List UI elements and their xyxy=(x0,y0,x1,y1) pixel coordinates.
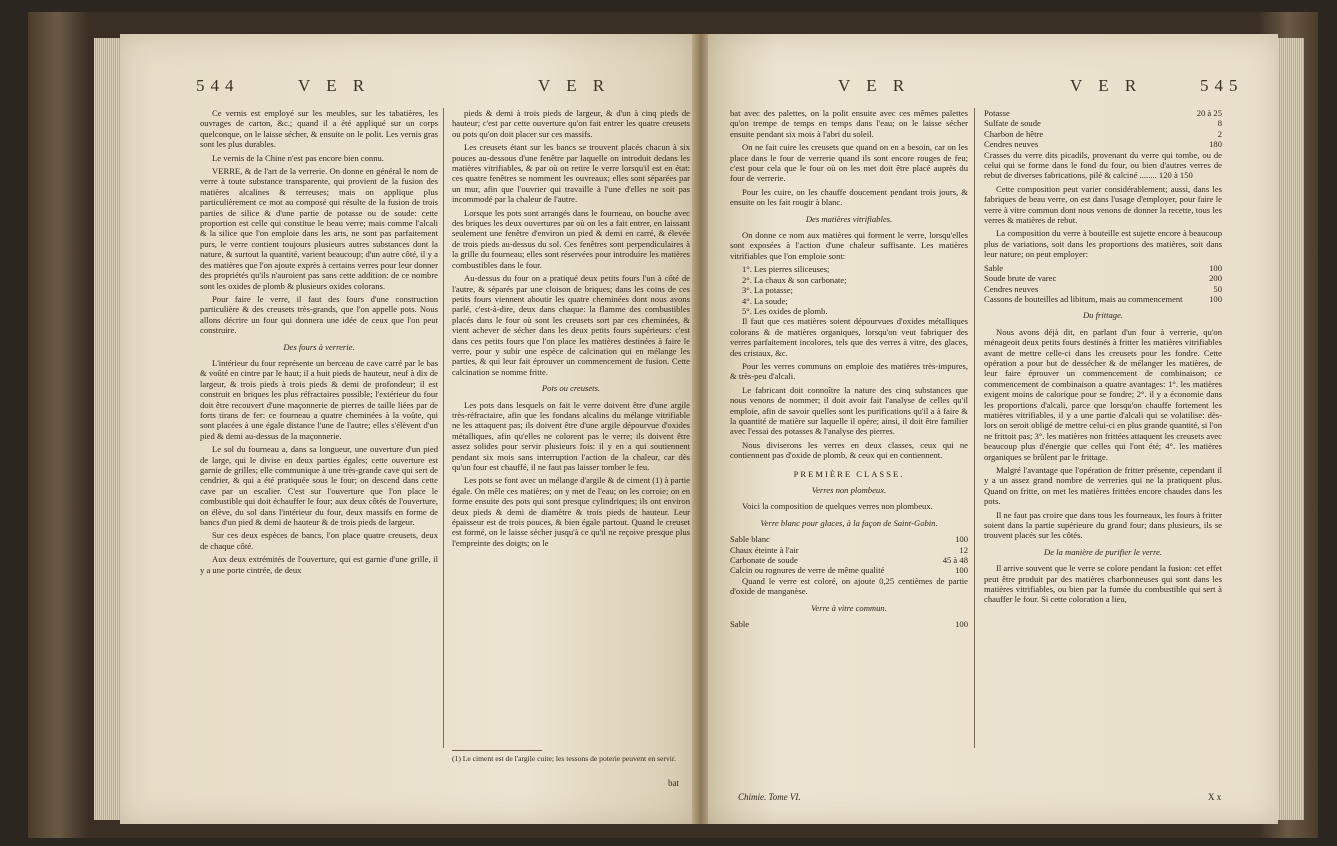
recipe-quantity: 100 xyxy=(955,565,968,576)
paragraph: Pour les cuire, on les chauffe doucement pendant trois jours, & ensuite on les fait rougir à blanc. xyxy=(730,186,968,208)
list-item: 4°. La soude; xyxy=(742,295,788,306)
recipe-quantity: 20 à 25 xyxy=(1196,108,1222,118)
paragraph: Les pots dans lesquels on fait le verre doivent être d'une argile très-réfractaire, afin que les fondans alcalins du mélange vitrifiable ne les attaquent pas; ils doivent être d'une argile dépourvue d'oxides métalliques, afin qu'elles ne colorent pas le verre; ils doivent être assez solides pour servir plusieurs fois: il y en a qui soutiennent pendant six mois sans interruption l'action de la chaleur, car dès qu'un four est chauffé, il ne faut pas laisser tomber le feu. xyxy=(452,399,690,472)
recipe-ingredient: Sable xyxy=(730,619,750,630)
column-rule xyxy=(974,108,975,748)
recipe-row xyxy=(730,619,968,629)
footnote-rule xyxy=(452,750,542,751)
right-page-number: 545 xyxy=(1200,76,1244,95)
recipe-ingredient: Charbon de hêtre xyxy=(984,128,1044,139)
paragraph: Le vernis de la Chine n'est pas encore bien connu. xyxy=(212,152,384,163)
list-item: 1°. Les pierres siliceuses; xyxy=(742,264,830,275)
recipe-ingredient: Soude brute de varec xyxy=(984,273,1057,284)
recipe-ingredient: Chaux éteinte à l'air xyxy=(730,544,799,555)
paragraph: Il arrive souvent que le verre se colore pendant la fusion: cet effet peut être produit par des matières charbonneuses qui sont dans les matières vitrifiables, ou bien par la fumée du combustible qui sert à chauffer le four. Si cette coloration a lieu, xyxy=(984,563,1222,605)
column-rule xyxy=(443,108,444,748)
page-edges-right xyxy=(1278,38,1304,820)
paragraph: La composition du verre à bouteille est sujette encore à beaucoup plus de variations, soit dans les proportions des matières, soit dans leur nature; on peut employer: xyxy=(984,228,1222,260)
recipe-ingredient: Cassons de bouteilles ad libitum, mais au commencement xyxy=(984,293,1183,304)
paragraph: Il faut que ces matières soient dépourvues d'oxides métalliques colorans & de matières organiques, lorsqu'on veut fabriquer des verres parfaitement incolores, tels que des verres à vitre, des glaces, des cristaux, &c. xyxy=(730,316,968,358)
left-running-head-1: V E R xyxy=(298,76,371,95)
left-running-head-2: V E R xyxy=(538,76,611,95)
paragraph: Ce vernis est employé sur les meubles, sur les tabatières, les ouvrages de carton, &c.; quand il a été appliqué sur un corps quelconque, on le laisse sécher, & ensuite on le polit. Les vernis gras sont les plus durables. xyxy=(200,108,438,150)
paragraph: Malgré l'avantage que l'opération de fritter présente, cependant il y a un assez grand nombre de verreries qui ne la pratiquent plus. Quand on fritte, on met les matières frittées encore chaudes dans les pots. xyxy=(984,465,1222,507)
paragraph: Le sol du fourneau a, dans sa longueur, une ouverture d'un pied de large, qui le divise en deux parties égales; cette ouverture est garnie de grilles; elle communique à une très-grande cave qui sert de cendrier, & qui a été pratiquée sous le four; on descend dans cette cave par un escalier. C'est sur l'ouverture que l'on place le combustible qui doit échauffer le four; aux deux côtés de l'ouverture, on élève, du sol dans l'intérieur du four, deux massifs en forme de bancs d'un pied & demi de hauteur & de trois pieds de largeur. xyxy=(200,444,438,528)
recipe-ingredient: Sable xyxy=(984,262,1004,273)
recipe-ingredient: Carbonate de soude xyxy=(730,555,798,566)
paragraph: Nous avons déjà dit, en parlant d'un four à verrerie, qu'on ménageoit deux petits fours destinés à fritter les matières vitrifiables avant de mettre celle-ci dans les creusets pour les fondre. Cette opération a pour but de dessécher & de mélanger les matières, de leur faire éprouver un commencement de combinaison; ce commencement de combinaison a quatre avantages: 1°. les matières exigent moins de calorique pour se fondre; 2°. il y a économie dans les proportions d'alcali, parce que lorsqu'on chauffe fortement les matières vitrifiables, il y a une partie d'alcali qui se volatilise: dès-lors on seroit obligé de mettre celui-ci en plus grande quantité, si l'on ne frittoit pas; 3°. les matières non frittées attaquent les creusets avec beaucoup plus d'énergie que celles qui l'ont été; 4°. les matières organiques se brûlent par le frittage. xyxy=(984,326,1222,462)
paragraph: Les creusets étant sur les bancs se trouvent placés chacun à six pouces au-dessous d'une fenêtre par laquelle on introduit dedans les matières vitrifiables, & par où on retire le verre lorsqu'il est en état: ces quatre fenêtres se nomment les ouvreaux; elles sont séparées par un mur, afin que l'ouvrier qui travaille à l'une d'elles ne soit pas incommodé par la chaleur de l'autre. xyxy=(452,142,690,205)
footnote: (1) Le ciment est de l'argile cuite; les tessons de poterie peuvent en servir. xyxy=(452,754,676,763)
recipe-quantity: 100 xyxy=(1209,293,1222,304)
volume-signature: Chimie. Tome VI. xyxy=(738,792,801,802)
right-column-1 xyxy=(730,108,968,629)
recipe-quantity: 180 xyxy=(1209,139,1222,150)
recipe-ingredient: Sable blanc xyxy=(730,534,770,545)
paragraph: Sur ces deux espèces de bancs, l'on place quatre creusets, deux de chaque côté. xyxy=(200,530,438,551)
paragraph: bat avec des palettes, on la polit ensuite avec ces mêmes palettes qu'on trempe de temps en temps dans l'eau; on le laisse sécher ensuite pendant six mois à l'abri du soleil. xyxy=(730,108,968,139)
recipe-row xyxy=(984,263,1222,273)
section-heading: De la manière de purifier le verre. xyxy=(1044,546,1162,557)
recipe-row xyxy=(984,108,1222,118)
recipe-quantity: 200 xyxy=(1209,273,1222,284)
book-spread xyxy=(28,12,1318,838)
paragraph: Au-dessus du four on a pratiqué deux petits fours l'un à côté de l'autre, & séparés par une cloison de briques; dans les coins de ces petits fours viennent aboutir les quatre cheminées dont nous avons parlé, c'est-à-dire, deux dans chaque: la flamme des combustibles placés dans le four où sont les creusets sort par ces cheminées, & vient achever de sécher dans les deux petits fours supérieurs: c'est dans ces petits fours que l'on place les matières destinées à faire le verre, pour y subir une espèce de calcination qui en mélange les parties, & qui leur fait éprouver un commencement de fusion. Cette calcination se nomme fritte. xyxy=(452,273,690,377)
paragraph: L'intérieur du four représente un berceau de cave carré par le bas & voûté en cintre par le haut; il a huit pieds de hauteur, neuf à dix de largeur, & trois pieds à trois pieds & demi de profondeur; il est construit en briques les plus réfractaires possible; l'extérieur du four doit être recouvert d'une maçonnerie de pierres de taille liées par de forts tirans de fer: ce fourneau a quatre cheminées à la voûte, qui sont placées à une égale distance l'une de l'autre; elles s'élèvent d'un pied & demi au-dessus de la maçonnerie. xyxy=(200,357,438,441)
paragraph: On ne fait cuire les creusets que quand on en a besoin, car on les place dans le four de verrerie quand ils sont encore rouges de feu; c'est pour cela que le four où on les met doit être placé auprès du four de verrerie. xyxy=(730,142,968,184)
list-item: 5°. Les oxides de plomb. xyxy=(742,305,828,316)
paragraph: On donne ce nom aux matières qui forment le verre, lorsqu'elles sont exposées à l'action d'une chaleur suffisante. Les matières vitrifiables que l'on emploie sont: xyxy=(730,230,968,261)
paragraph: Pour faire le verre, il faut des fours d'une construction particulière & des creusets très-grands, que l'on appelle pots. Nous allons décrire un four qui donnera une idée de ceux que l'on peut construire. xyxy=(200,293,438,336)
catchword: bat xyxy=(668,778,679,788)
list-item: 2°. La chaux & son carbonate; xyxy=(742,274,847,285)
right-column-2 xyxy=(984,108,1222,608)
paragraph: Crasses du verre dits picadils, provenant du verre qui tombe, ou de celui qui se forme dans le fond du four, ou bien d'autres verres de rebut de diverses fabrications, pilé & calciné ........ 120 à 150 xyxy=(984,149,1222,181)
left-page xyxy=(120,34,696,824)
paragraph: pieds & demi à trois pieds de largeur, & d'un à cinq pieds de hauteur; c'est par cette ouverture qu'on fait entrer les quatre creusets ou pots qu'on doit placer sur ces massifs. xyxy=(452,108,690,139)
section-heading: Verre blanc pour glaces, à la façon de Saint-Gobin. xyxy=(760,517,938,528)
recipe-row xyxy=(984,139,1222,149)
recipe-quantity: 100 xyxy=(955,534,968,545)
sheet-mark: X x xyxy=(1208,792,1222,802)
paragraph: Le fabricant doit connoître la nature des cinq substances que nous venons de nommer; il doit avoir fait l'analyse de celles qu'il emploie, afin de savoir quelles sont les purifications qu'il a à faire & la quantité de matière sur laquelle il opère; ainsi, il doit être familier avec l'essai des potasses & l'analyse des pierres. xyxy=(730,384,968,437)
page-edges-left xyxy=(94,38,120,820)
paragraph: VERRE, & de l'art de la verrerie. On donne en général le nom de verre à toute substance transparente, qui provient de la fusion des matières alcalines & terreuses; mais on applique plus particulièrement ce mot au composé qui résulte de la fusion de trois parties de silice & d'une partie de potasse ou de soude: cette proportion est celle qui constitue le beau verre; mais comme l'alcali & la silice que l'on emploie dans les arts, ne sont pas parfaitement purs, le verre contient toujours plusieurs autres substances dont la nature, & surtout la quantité, varient beaucoup; d'un autre côté, il y a des matières que l'on ajoute exprès à certains verres pour leur donner des propriétés qu'ils n'auroient pas sans cette addition: de ce nombre sont les oxides de plomb & plusieurs oxides colorans. xyxy=(200,166,438,291)
recipe-ingredient: Potasse xyxy=(984,108,1010,118)
section-heading: Des matières vitrifiables. xyxy=(805,213,893,224)
section-heading: Pots ou creusets. xyxy=(541,383,601,394)
section-heading: Verres non plombeux. xyxy=(811,485,887,495)
section-heading: Verre à vitre commun. xyxy=(811,602,887,613)
recipe-row xyxy=(984,284,1222,294)
recipe-row xyxy=(984,118,1222,128)
paragraph: Il ne faut pas croire que dans tous les fourneaux, les fours à fritter soient dans la partie supérieure du grand four; dans plusieurs, ils se trouvent placés sur les côtés. xyxy=(984,509,1222,541)
paragraph: Nous diviserons les verres en deux classes, ceux qui ne contiennent pas d'oxide de plomb, & ceux qui en contiennent. xyxy=(730,439,968,461)
recipe-row xyxy=(730,565,968,575)
left-page-number: 544 xyxy=(196,76,240,95)
paragraph: Lorsque les pots sont arrangés dans le fourneau, on bouche avec des briques les deux ouvertures par où on les a fait entrer, en laissant seulement une fenêtre d'environ un pied & demi en carré, & élevée de trois pieds au-dessus du sol. Ces fenêtres sont perpendiculaires à la grille du fourneau; elles sont réservées pour introduire les matières combustibles dans le four. xyxy=(452,207,690,270)
recipe-row xyxy=(984,273,1222,283)
list-item: 3°. La potasse; xyxy=(742,285,793,296)
recipe-ingredient: Cendres neuves xyxy=(984,139,1039,150)
recipe-quantity: 100 xyxy=(955,619,968,630)
recipe-quantity: 2 xyxy=(1217,128,1222,139)
paragraph: Cette composition peut varier considérablement; aussi, dans les fabriques de beau verre, on est dans l'usage d'employer, pour faire le verre à vitre commun dont nous venons de donner la recette, tous les verres & matières de rebut. xyxy=(984,183,1222,226)
recipe-ingredient: Sulfate de soude xyxy=(984,118,1041,129)
paragraph: Aux deux extrémités de l'ouverture, qui est garnie d'une grille, il y a une porte cintrée, de deux xyxy=(200,554,438,575)
section-heading: Du frittage. xyxy=(1082,310,1124,321)
recipe-quantity: 8 xyxy=(1217,118,1222,129)
recipe-ingredient: Calcin ou rognures de verre de même qualité xyxy=(730,565,885,576)
recipe-quantity: 50 xyxy=(1213,283,1222,294)
paragraph: Pour les verres communs on emploie des matières très-impures, & très-peu d'alcali. xyxy=(730,360,968,382)
recipe-quantity: 45 à 48 xyxy=(942,555,968,566)
right-running-head-2: V E R xyxy=(1070,76,1143,95)
right-page xyxy=(708,34,1278,824)
paragraph: Les pots se font avec un mélange d'argile & de ciment (1) à partie égale. On mêle ces matières; on y met de l'eau; on les corroie; on en forme ensuite des pots qui sont presque cylindriques; ils ont environ deux pieds & demi de diamètre & trois pieds de hauteur. Leur épaisseur est de trois pouces, & bien égale partout. Quand le creuset est formé, on le laisse sécher jusqu'à ce qu'il ne reçoive presque plus l'empreinte des doigts; on le xyxy=(452,475,690,548)
recipe-row xyxy=(730,534,968,544)
paragraph: Quand le verre est coloré, on ajoute 0,25 centièmes de partie d'oxide de manganèse. xyxy=(730,575,968,597)
recipe-row xyxy=(984,294,1222,304)
section-heading: Des fours à verrerie. xyxy=(283,341,355,352)
left-column-1 xyxy=(200,108,438,578)
recipe-row xyxy=(730,555,968,565)
recipe-quantity: 12 xyxy=(959,544,968,555)
recipe-ingredient: Cendres neuves xyxy=(984,283,1039,294)
paragraph: Voici la composition de quelques verres non plombeux. xyxy=(742,501,933,512)
class-heading: PREMIÈRE CLASSE. xyxy=(793,468,905,479)
left-column-2 xyxy=(452,108,690,551)
recipe-quantity: 100 xyxy=(1209,262,1222,273)
recipe-row xyxy=(984,129,1222,139)
recipe-row xyxy=(730,545,968,555)
right-running-head-1: V E R xyxy=(838,76,911,95)
